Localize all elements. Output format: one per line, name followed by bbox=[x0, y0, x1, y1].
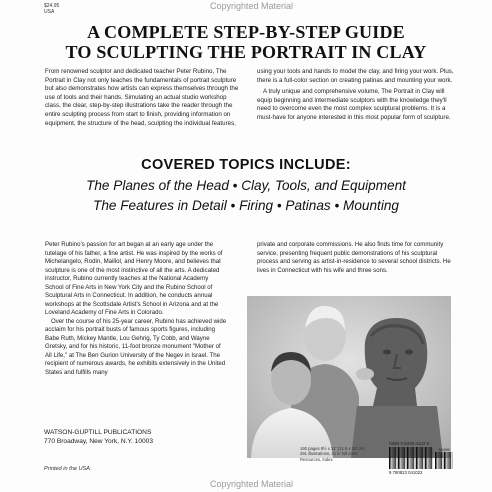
barcode-bar bbox=[450, 452, 451, 469]
spec-line: 291 illustrations, 31 in full color bbox=[300, 451, 358, 457]
isbn-barcode-block bbox=[389, 441, 455, 475]
barcode-bar bbox=[404, 447, 405, 469]
headline bbox=[40, 22, 452, 62]
barcode-bar bbox=[403, 447, 404, 469]
barcode-bar bbox=[394, 447, 395, 469]
watermark-bottom: Copyrighted Material bbox=[210, 479, 294, 489]
bio-paragraph: Over the course of his 25-year career, Rubino has achieved wide acclaim for his portrait busts of famous sports figures, including Babe Ruth, Mickey Mantle, Lou Gehrig, Ty Cobb, and Wayne Gretsky, and for his historic, 11-foot bronze monument "Mother of All Life," at The Ben Gurion University of the Negev in Israel. The recipient of numerous awards, he exhibits extensively in the United States and fulfills many bbox=[45, 317, 227, 376]
barcode-bar bbox=[398, 447, 399, 469]
intro-paragraph: using your tools and hands to model the clay, and firing your work. Plus, there is a full-color section on creating patinas and mounting your work. bbox=[257, 68, 454, 84]
barcode-bar bbox=[437, 452, 438, 469]
barcode-bar bbox=[427, 447, 428, 469]
price-code: 52495 bbox=[438, 447, 450, 452]
barcode-bar bbox=[431, 447, 432, 469]
bio-paragraph: private and corporate commissions. He also finds time for community service, presenting frequent public demonstrations of his sculptural process and serving as artist-in-residence to several school districts. He lives in Connecticut with his wife and three sons. bbox=[257, 241, 451, 274]
topics-line-2: The Features in Detail • Firing • Patinas • Mounting bbox=[93, 198, 399, 213]
addon-barcode bbox=[435, 452, 453, 469]
intro-paragraph: A truly unique and comprehensive volume, The Portrait in Clay will equip beginning and intermediate sculptors with the knowledge they'll need to overcome even the most complex sculptural problems. It is a must-have for anyone interested in this most popular form of sculpture. bbox=[257, 88, 451, 121]
barcode-bar bbox=[413, 447, 414, 469]
barcode-bar bbox=[444, 452, 445, 469]
publisher-info bbox=[44, 428, 153, 446]
barcode-bar bbox=[395, 447, 396, 469]
barcode-bar bbox=[430, 447, 431, 469]
barcode-bar bbox=[412, 447, 413, 469]
barcode-bar bbox=[391, 447, 392, 469]
barcode-bar bbox=[400, 447, 401, 469]
barcode-bar bbox=[422, 447, 423, 469]
publisher-address: 770 Broadway, New York, N.Y. 10003 bbox=[44, 438, 153, 445]
book-specs bbox=[300, 446, 386, 462]
barcode-bar bbox=[407, 447, 408, 469]
barcode-bar bbox=[425, 447, 426, 469]
intro-column-left bbox=[45, 68, 243, 131]
headline-line-2: TO SCULPTING THE PORTRAIT IN CLAY bbox=[65, 42, 427, 62]
printed-in: Printed in the USA bbox=[44, 466, 91, 472]
intro-paragraph: From renowned sculptor and dedicated teacher Peter Rubino, The Portrait in Clay not only teaches the fundamentals of portrait sculpture but also demonstrates how artists can express themselves through the use of tools and their hands. Simulating an actual studio workshop class, the clear, step-by-step illustrations take the reader through the entire sculpting process from start to finish, providing information on equipment, the structure of the head, sculpting the individual features, bbox=[45, 68, 239, 127]
barcode-bar bbox=[418, 447, 419, 469]
barcode-row bbox=[389, 447, 455, 469]
author-photo-illustration bbox=[247, 296, 451, 458]
bio-column-left bbox=[45, 241, 227, 377]
author-photo bbox=[247, 296, 451, 458]
barcode-bar bbox=[435, 452, 436, 469]
topics-title: COVERED TOPICS INCLUDE: bbox=[141, 157, 351, 173]
ean-number: 9 780823 041022 bbox=[389, 470, 423, 475]
headline-line-1: A COMPLETE STEP-BY-STEP GUIDE bbox=[87, 22, 405, 42]
barcode-bar bbox=[440, 452, 441, 469]
publisher-name: WATSON-GUPTILL PUBLICATIONS bbox=[44, 429, 152, 436]
watermark-top: Copyrighted Material bbox=[210, 1, 294, 11]
isbn-number: ISBN 0-8230-4102-6 bbox=[389, 441, 430, 446]
bio-column-right bbox=[257, 241, 451, 275]
spec-line: 160 pages 8½ x 11" (21.6 x 28 cm) bbox=[300, 446, 365, 451]
price-label: $24.95 USA bbox=[44, 3, 60, 15]
intro-column-right bbox=[257, 68, 455, 126]
barcode-bar bbox=[409, 447, 410, 469]
bio-paragraph: Peter Rubino's passion for art began at an early age under the tutelage of his father, a fine artist. He was inspired by the works of Michelangelo, Rodin, Maillol, and Henry Moore, and believes that sculpture is one of the most instinctive of all the arts. A dedicated instructor, Rubino currently teaches at the National Academy School of Fine Arts in New York City and the Rubino School of Sculptural Arts in Connecticut. In addition, he conducts annual workshops at the Scottsdale Artist's School in Arizona and at the Loveland Academy of Fine Arts in Colorado. bbox=[45, 241, 223, 316]
spec-line: Resources, Index bbox=[300, 456, 333, 462]
barcode-bar bbox=[446, 452, 447, 469]
barcode-bar bbox=[416, 447, 417, 469]
barcode-bar bbox=[441, 452, 442, 469]
main-barcode bbox=[389, 447, 433, 469]
barcode-bar bbox=[449, 452, 450, 469]
barcode-bar bbox=[421, 447, 422, 469]
barcode-bar bbox=[389, 447, 390, 469]
topics-line-1: The Planes of the Head • Clay, Tools, and Equipment bbox=[86, 178, 406, 193]
